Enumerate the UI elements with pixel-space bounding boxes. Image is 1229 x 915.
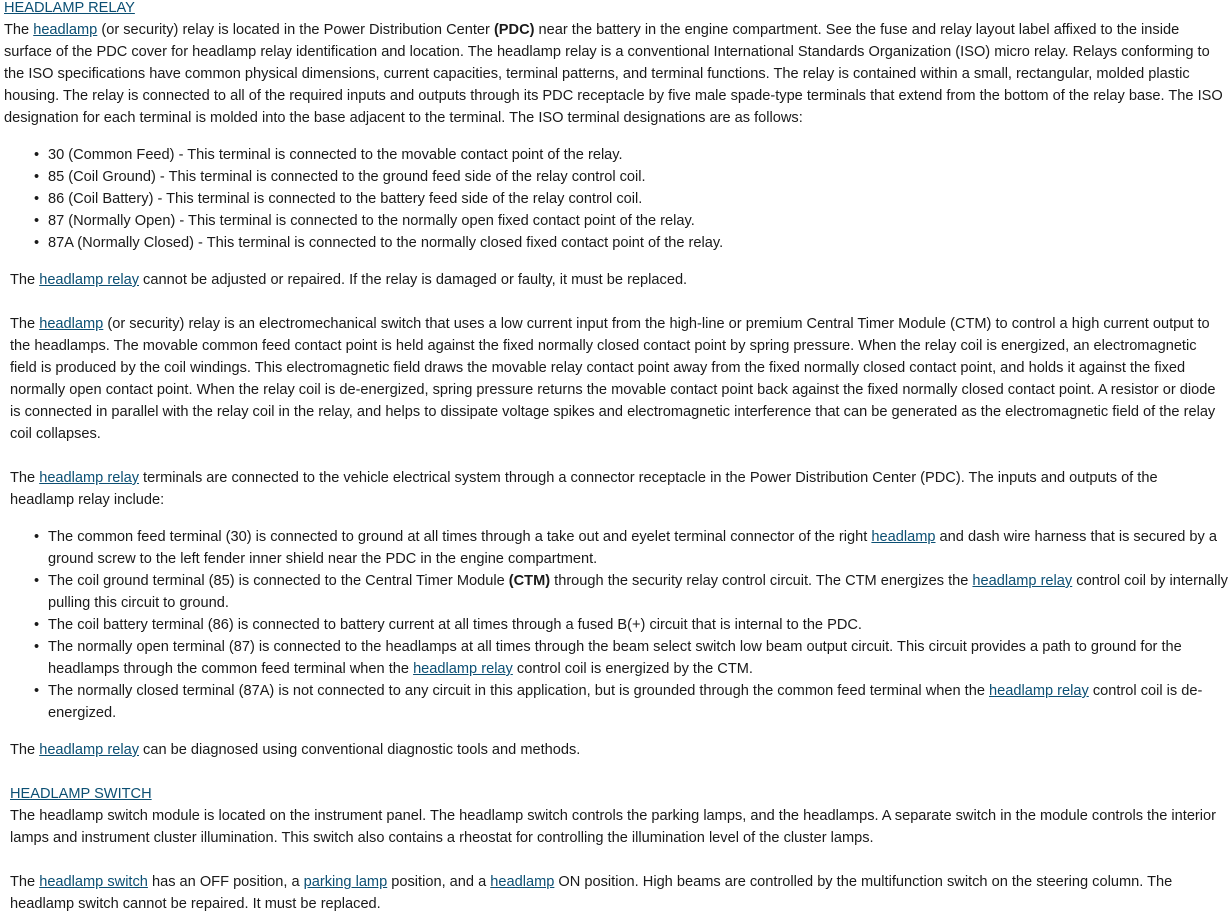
list-item: • 87A (Normally Closed) - This terminal is connected to the normally closed fixed contact point of the relay. (48, 232, 1229, 254)
relay-location-paragraph (0, 19, 1229, 129)
text: and dash wire harness that is secured by a ground screw to the left fender inner shield near the PDC in the engine compartment. (48, 529, 1217, 567)
text: can be diagnosed using conventional diagnostic tools and methods. (139, 742, 581, 758)
list-item: • 30 (Common Feed) - This terminal is connected to the movable contact point of the relay. (48, 144, 1229, 166)
headlamp-link[interactable]: headlamp (39, 316, 104, 332)
headlamp-relay-link[interactable]: headlamp relay (972, 573, 1073, 589)
relay-diagnosis-paragraph (0, 739, 1229, 761)
parking-lamp-link[interactable]: parking lamp (303, 874, 388, 890)
text: has an OFF position, a (147, 874, 304, 890)
headlamp-relay-link[interactable]: headlamp relay (39, 470, 139, 486)
text: through the security relay control circuit. The CTM energizes the (550, 573, 973, 589)
headlamp-relay-link[interactable]: headlamp relay (413, 661, 513, 677)
text: The normally open terminal (87) is connected to the headlamps at all times through the beam select switch low beam output circuit. This circuit provides a path to ground for the headlamps through the common feed terminal when the (48, 639, 1182, 677)
text: ON position. High beams are controlled by the multifunction switch on the steering column. The headlamp switch cannot be repaired. It must be replaced. (10, 874, 1173, 912)
text: The normally closed terminal (87A) is not connected to any circuit in this application, but is grounded through the common feed terminal when the (48, 683, 989, 699)
pdc-bold: (PDC) (493, 22, 535, 38)
list-item: • 85 (Coil Ground) - This terminal is connected to the ground feed side of the relay control coil. (48, 166, 1229, 188)
text: control coil is de-energized. (48, 683, 1203, 721)
list-item: • 86 (Coil Battery) - This terminal is connected to the battery feed side of the relay control coil. (48, 188, 1229, 210)
headlamp-link[interactable]: headlamp (490, 874, 555, 890)
inputs-outputs-list (0, 526, 1229, 724)
text: The common feed terminal (30) is connected to ground at all times through a take out and eyelet terminal connector of the right (48, 529, 872, 545)
terminal-designations-list (0, 144, 1229, 254)
text: The (10, 272, 40, 288)
text: position, and a (387, 874, 491, 890)
relay-terminals-paragraph (0, 467, 1229, 511)
text: control coil is energized by the CTM. (512, 661, 753, 677)
relay-operation-paragraph (0, 313, 1229, 445)
list-item (48, 636, 1229, 680)
list-item (48, 570, 1229, 614)
text: near the battery in the engine compartment. See the fuse and relay layout label affixed to the inside surface of the PDC cover for headlamp relay identification and location. The headlamp relay is a conventional International Standards Organization (ISO) micro relay. Relays conforming to the ISO specifications have common physical dimensions, current capacities, terminal patterns, and terminal functions. The relay is contained within a small, rectangular, molded plastic housing. The relay is connected to all of the required inputs and outputs through its PDC receptacle by five male spade-type terminals that extend from the bottom of the relay base. The ISO designation for each terminal is molded into the base adjacent to the terminal. The ISO terminal designations are as follows: (4, 22, 1223, 126)
switch-positions-paragraph (0, 871, 1229, 915)
list-item: • 87 (Normally Open) - This terminal is connected to the normally open fixed contact point of the relay. (48, 210, 1229, 232)
text: The coil ground terminal (85) is connected to the Central Timer Module (48, 573, 509, 589)
switch-location-paragraph: The headlamp switch module is located on the instrument panel. The headlamp switch controls the parking lamps, and the headlamps. A separate switch in the module controls the interior lamps and instrument cluster illumination. This switch also contains a rheostat for controlling the illumination level of the cluster lamps. (10, 808, 1217, 846)
headlamp-relay-link[interactable]: headlamp relay (39, 272, 139, 288)
list-item (48, 614, 1229, 636)
text: The (10, 742, 40, 758)
text: (or security) relay is located in the Power Distribution Center (97, 22, 494, 38)
headlamp-relay-link[interactable]: headlamp relay (39, 742, 139, 758)
relay-repair-paragraph (0, 269, 1229, 291)
headlamp-link[interactable]: headlamp (871, 529, 936, 545)
text: The coil battery terminal (86) is connected to battery current at all times through a fused B(+) circuit that is internal to the PDC. (48, 617, 862, 633)
text: The (4, 22, 34, 38)
list-item (48, 526, 1229, 570)
headlamp-link[interactable]: headlamp (33, 22, 98, 38)
text: cannot be adjusted or repaired. If the relay is damaged or faulty, it must be replaced. (139, 272, 688, 288)
text: The (10, 874, 40, 890)
headlamp-switch-heading-row (0, 783, 1229, 805)
headlamp-relay-heading-link[interactable]: HEADLAMP RELAY (4, 0, 135, 16)
text: The (10, 470, 40, 486)
ctm-bold: (CTM) (508, 573, 551, 589)
text: terminals are connected to the vehicle electrical system through a connector receptacle in the Power Distribution Center (PDC). The inputs and outputs of the headlamp relay include: (10, 470, 1158, 508)
text: control coil by internally pulling this circuit to ground. (48, 573, 1228, 611)
headlamp-relay-heading-row (0, 0, 1229, 19)
list-item (48, 680, 1229, 724)
text: The (10, 316, 40, 332)
text: (or security) relay is an electromechanical switch that uses a low current input from the high-line or premium Central Timer Module (CTM) to control a high current output to the headlamps. The movable common feed contact point is held against the fixed normally closed contact point by spring pressure. When the relay coil is energized, an electromagnetic field is produced by the coil windings. This electromagnetic field draws the movable relay contact point away from the fixed normally closed contact point, and holds it against the fixed normally open contact point. When the relay coil is de-energized, spring pressure returns the movable contact point back against the fixed normally closed contact point. A resistor or diode is connected in parallel with the relay coil in the relay, and helps to dissipate voltage spikes and electromagnetic interference that can be generated as the electromagnetic field of the relay coil collapses. (10, 316, 1216, 442)
headlamp-switch-link[interactable]: headlamp switch (39, 874, 148, 890)
headlamp-relay-link[interactable]: headlamp relay (989, 683, 1089, 699)
headlamp-switch-heading-link[interactable]: HEADLAMP SWITCH (10, 786, 152, 802)
